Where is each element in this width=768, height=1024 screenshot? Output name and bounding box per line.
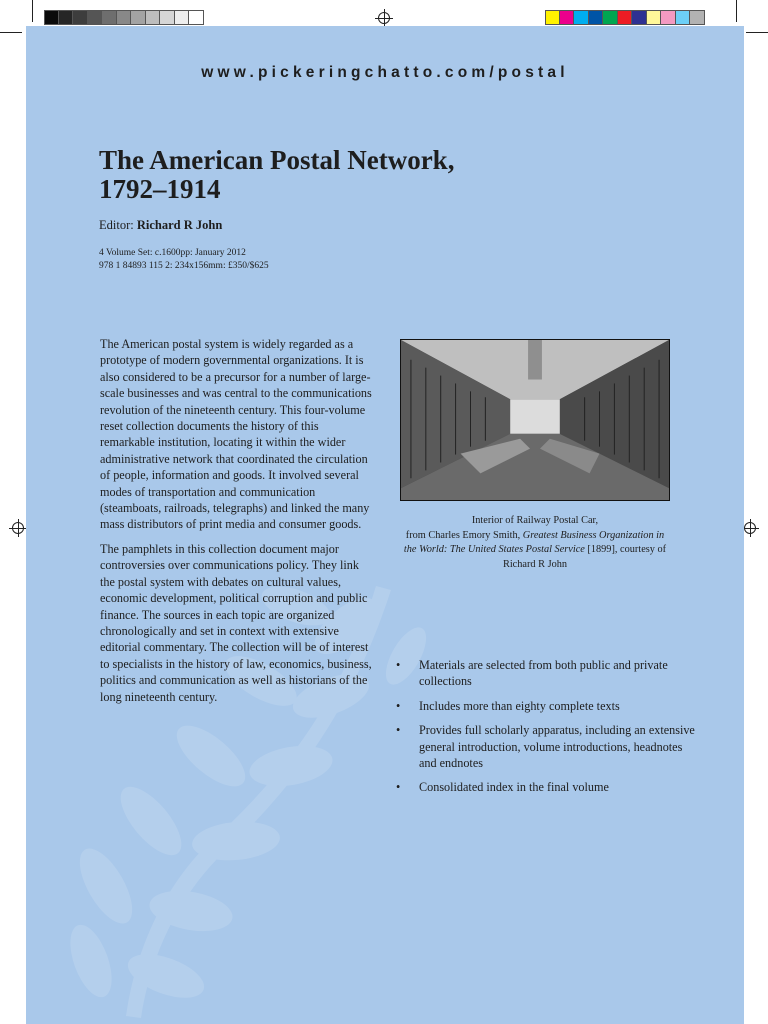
registration-mark-icon — [378, 12, 390, 24]
calibration-swatch — [647, 10, 662, 25]
crop-mark — [32, 0, 33, 22]
calibration-swatch — [661, 10, 676, 25]
list-item — [396, 722, 696, 771]
calibration-swatch — [59, 10, 74, 25]
calibration-swatch — [160, 10, 175, 25]
editor-label: Editor: — [99, 218, 137, 232]
details-line-2: 978 1 84893 115 2: 234x156mm: £350/$625 — [99, 261, 269, 271]
calibration-swatch — [131, 10, 146, 25]
calibration-swatch — [146, 10, 161, 25]
photo-caption — [400, 514, 670, 572]
calibration-swatch — [117, 10, 132, 25]
calibration-swatch — [560, 10, 575, 25]
title-line-2: 1792–1914 — [99, 174, 221, 204]
calibration-swatch — [189, 10, 204, 25]
calibration-swatch — [603, 10, 618, 25]
list-item-text: Materials are selected from both public and private collections — [419, 658, 668, 689]
details-line-1: 4 Volume Set: c.1600pp: January 2012 — [99, 248, 246, 258]
editor-line — [99, 218, 222, 233]
calibration-swatch — [175, 10, 190, 25]
bullet-icon: • — [396, 698, 401, 713]
calibration-swatch — [102, 10, 117, 25]
caption-source-title: Greatest Business Organization in the World: The United States Postal Service — [403, 529, 665, 555]
calibration-swatch — [690, 10, 705, 25]
bullet-icon: • — [396, 780, 401, 795]
caption-from: from Charles Emory Smith, — [405, 529, 523, 541]
calibration-swatch — [73, 10, 88, 25]
calibration-swatch — [574, 10, 589, 25]
list-item-text: Provides full scholarly apparatus, including an extensive general introduction, volume introductions, headnotes and endnotes — [419, 723, 695, 771]
caption-line-1: Interior of Railway Postal Car, — [471, 515, 599, 526]
list-item-text: Consolidated index in the final volume — [419, 780, 609, 795]
editor-name: Richard R John — [136, 218, 223, 232]
calibration-swatch — [44, 10, 59, 25]
brochure-page — [26, 26, 744, 1024]
list-item — [396, 779, 696, 795]
grayscale-calibration-bar — [44, 10, 204, 25]
title-line-1: The American Postal Network, — [99, 145, 455, 175]
description-paragraph-1: The American postal system is widely regarded as a prototype of modern governmental organizations. It is also considered to be a precursor for a number of large-scale businesses and was central to the communications revolution of the nineteenth century. This four-volume reset collection documents the history of this remarkable institution, locating it within the wider administrative network that coordinated the circulation of people, information and goods. It involved several modes of transportation and communication (steamboats, railroads, telegraphs) and linked the many mass distributors of print media and consumer goods. — [100, 337, 372, 532]
calibration-swatch — [676, 10, 691, 25]
description-column — [100, 336, 372, 713]
list-item — [396, 657, 696, 690]
color-calibration-bar — [545, 10, 705, 25]
calibration-swatch — [632, 10, 647, 25]
calibration-swatch — [589, 10, 604, 25]
description-paragraph-2: The pamphlets in this collection document major controversies over communications policy. They link the postal system with debates on cultural values, economic development, political corruption and public finance. The sources in each topic are organized chronologically and set in context with extensive editorial commentary. The collection will be of interest to specialists in the history of law, economics, business, politics and communication as well as historians of the long nineteenth century. — [100, 541, 372, 704]
bullet-icon: • — [396, 658, 401, 672]
bullet-icon: • — [396, 723, 401, 738]
features-list — [396, 657, 696, 804]
list-item — [396, 698, 696, 714]
caption-credit: [1899], courtesy of Richard R John — [502, 544, 667, 570]
publication-details — [99, 247, 269, 273]
crop-mark — [746, 32, 768, 33]
crop-mark — [736, 0, 737, 22]
calibration-swatch — [88, 10, 103, 25]
railway-postal-car-photo — [400, 339, 670, 501]
registration-mark-icon — [12, 522, 24, 534]
crop-mark — [0, 32, 22, 33]
website-url[interactable]: www.pickeringchatto.com/postal — [201, 64, 569, 81]
calibration-swatch — [545, 10, 560, 25]
page-title — [99, 146, 619, 204]
registration-mark-icon — [744, 522, 756, 534]
calibration-swatch — [618, 10, 633, 25]
caption-source — [400, 529, 670, 573]
list-item-text: Includes more than eighty complete texts — [419, 698, 620, 713]
